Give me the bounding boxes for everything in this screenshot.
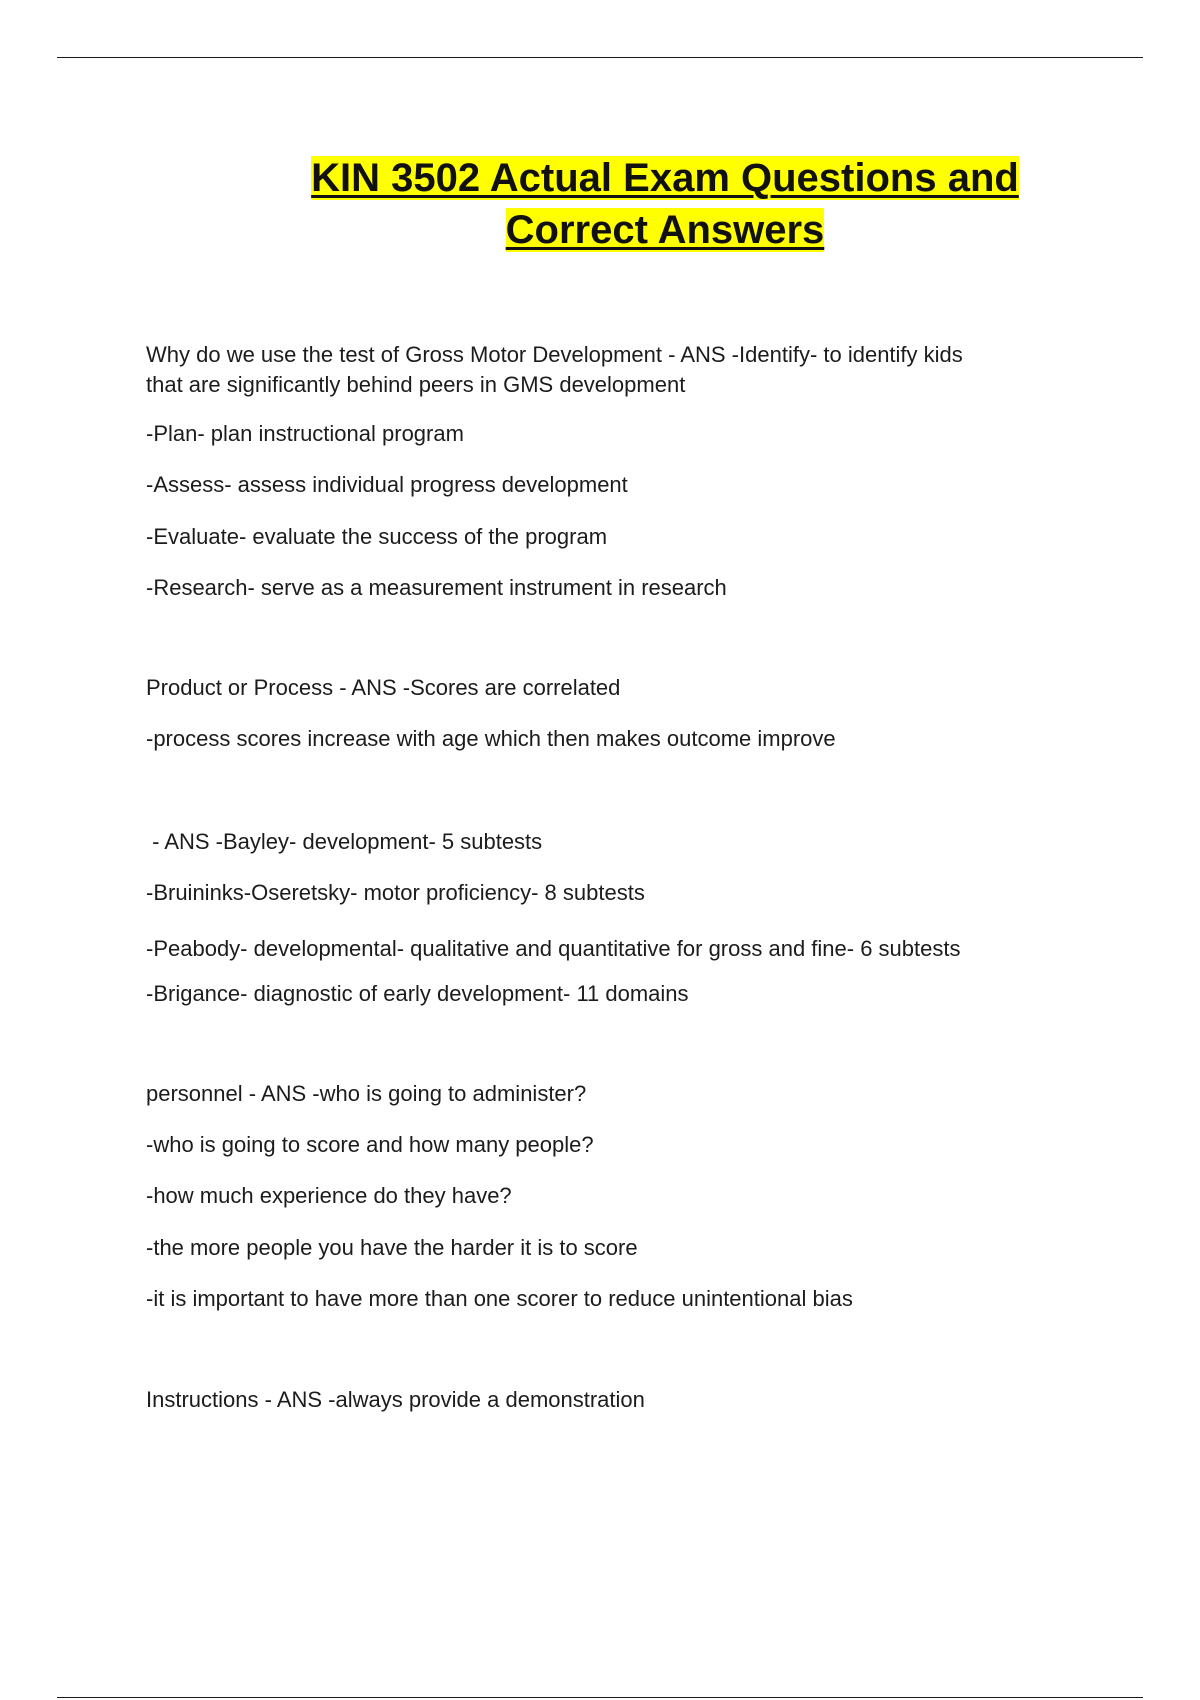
answer-reduce-bias: -it is important to have more than one scorer to reduce unintentional bias [146, 1286, 853, 1311]
question-product-process: Product or Process - ANS -Scores are correlated [146, 675, 621, 700]
answer-experience: -how much experience do they have? [146, 1183, 512, 1208]
answer-peabody: -Peabody- developmental- qualitative and quantitative for gross and fine- 6 subtests [146, 936, 961, 961]
answer-assess: -Assess- assess individual progress development [146, 472, 628, 497]
footer-rule [57, 1697, 1143, 1698]
answer-who-score: -who is going to score and how many people? [146, 1132, 594, 1157]
question-tests: - ANS -Bayley- development- 5 subtests [146, 829, 543, 854]
question-instructions: Instructions - ANS -always provide a demonstration [146, 1387, 645, 1412]
document-title [250, 152, 1080, 256]
answer-evaluate: -Evaluate- evaluate the success of the program [146, 524, 608, 549]
question-gross-motor: Why do we use the test of Gross Motor Development - ANS -Identify- to identify kids [146, 342, 963, 367]
answer-brigance: -Brigance- diagnostic of early development- 11 domains [146, 981, 689, 1006]
answer-research: -Research- serve as a measurement instrument in research [146, 575, 727, 600]
answer-plan: -Plan- plan instructional program [146, 421, 464, 446]
question-personnel: personnel - ANS -who is going to administer? [146, 1081, 587, 1106]
answer-more-people: -the more people you have the harder it is to score [146, 1235, 638, 1260]
answer-bruininks: -Bruininks-Oseretsky- motor proficiency- 8 subtests [146, 880, 645, 905]
title-line-2: Correct Answers [505, 208, 825, 252]
question-gross-motor-cont: that are significantly behind peers in GMS development [146, 372, 686, 397]
answer-process-scores: -process scores increase with age which then makes outcome improve [146, 726, 836, 751]
header-rule [57, 57, 1143, 58]
title-line-1: KIN 3502 Actual Exam Questions and [311, 156, 1019, 200]
